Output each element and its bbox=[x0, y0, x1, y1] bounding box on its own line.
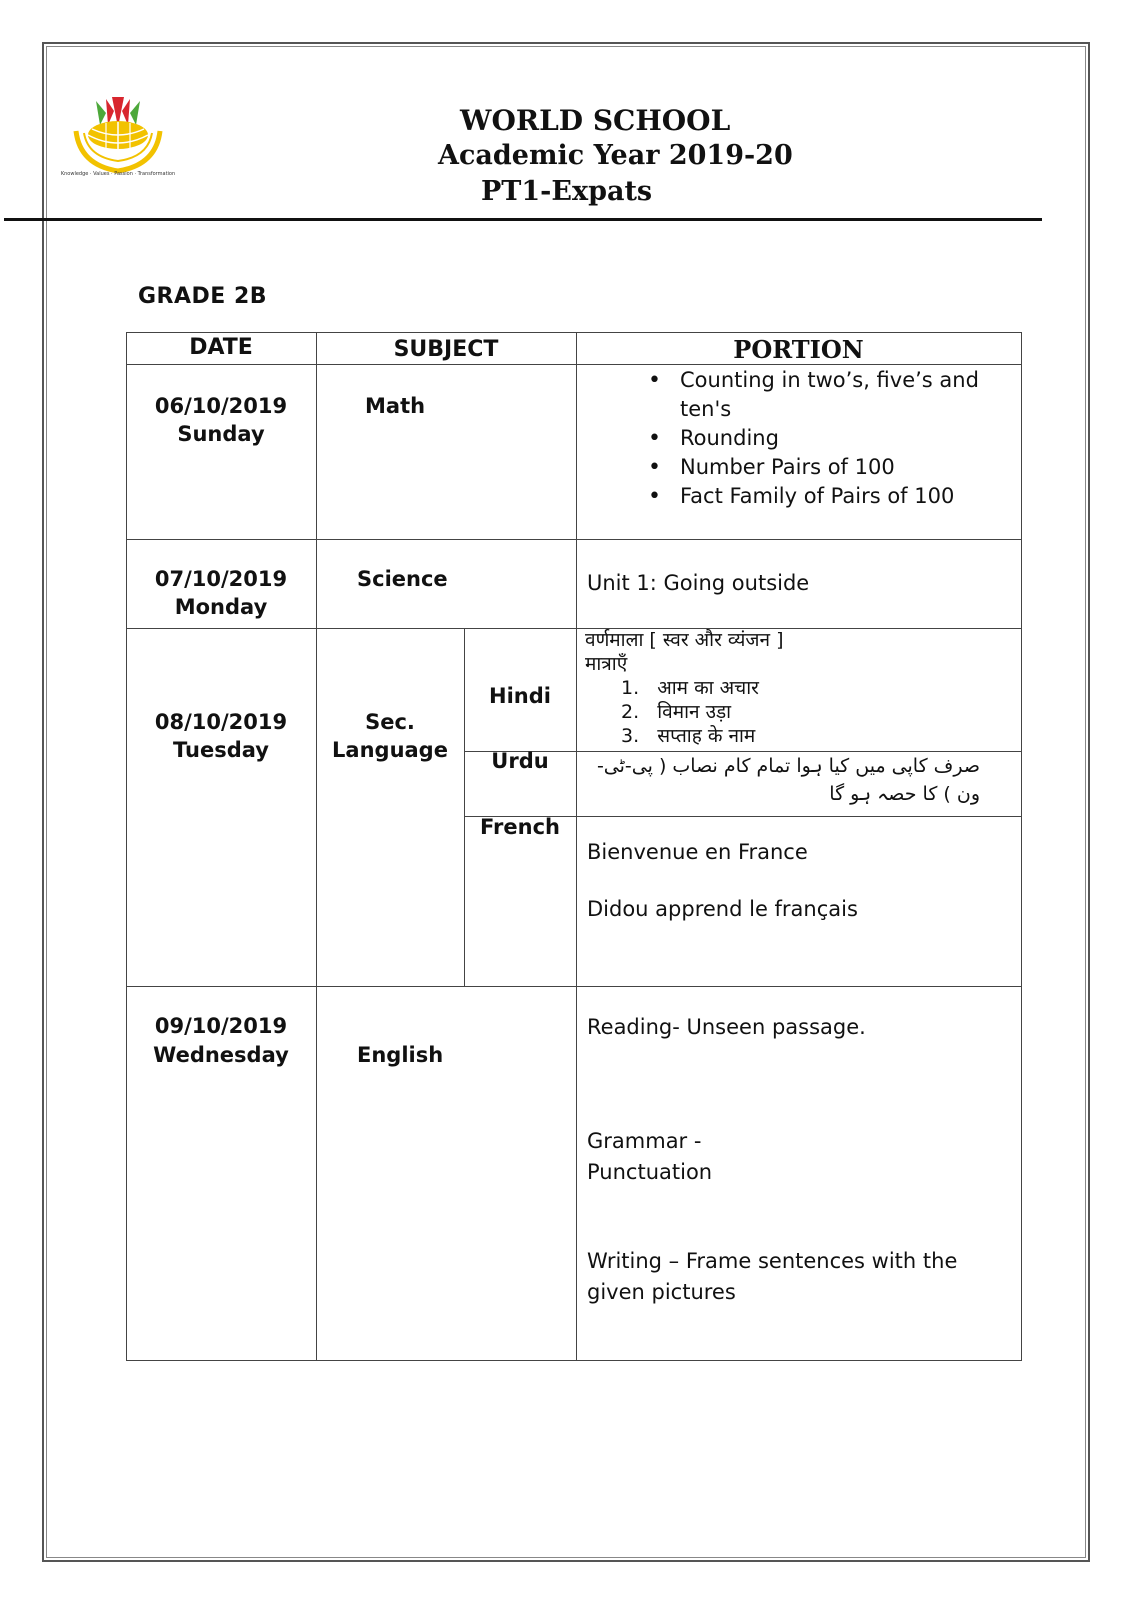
logo-ring-text: Knowledge · Values · Passion · Transformation bbox=[60, 171, 176, 177]
hindi-portion bbox=[585, 628, 1015, 748]
list-item: • Fact Family of Pairs of 100 bbox=[648, 482, 1018, 511]
header-subject: SUBJECT bbox=[393, 337, 499, 362]
row3-date: 08/10/2019 bbox=[154, 710, 288, 734]
list-item: • Counting in two’s, five’s and ten's bbox=[648, 366, 1018, 424]
french-label: French bbox=[480, 815, 560, 839]
row1-bottom-line bbox=[126, 539, 1021, 540]
globe-icon bbox=[88, 121, 148, 149]
col-date-line bbox=[316, 332, 317, 1361]
row2-date: 07/10/2019 bbox=[154, 567, 288, 591]
table-border-left bbox=[126, 332, 127, 1361]
table-border-bottom bbox=[126, 1360, 1021, 1361]
row3-subject-line2: Language bbox=[332, 738, 448, 762]
row3-bottom-line bbox=[126, 986, 1021, 987]
header-rule bbox=[4, 218, 1042, 221]
urdu-portion: صرف کاپی میں کیا ہوا تمام کام نصاب ( پی-ٹی- ون ) کا حصہ ہو گا bbox=[596, 755, 980, 805]
french-portion-line2: Didou apprend le français bbox=[587, 897, 858, 921]
grade-label: GRADE 2B bbox=[138, 284, 268, 309]
row4-writing: Writing – Frame sentences with the given pictures bbox=[587, 1249, 958, 1304]
row4-grammar-line1: Grammar - bbox=[587, 1129, 702, 1153]
academic-year: Academic Year 2019-20 bbox=[438, 140, 793, 171]
row4-day: Wednesday bbox=[153, 1043, 289, 1067]
hindi-item-text: विमान उड़ा bbox=[657, 701, 732, 723]
table-border-top bbox=[126, 332, 1021, 333]
hindi-item-text: सप्ताह के नाम bbox=[657, 725, 756, 747]
row4-grammar-line2: Punctuation bbox=[587, 1160, 713, 1184]
row4-subject: English bbox=[357, 1043, 444, 1067]
hindi-line2: मात्राएँ bbox=[585, 653, 628, 675]
list-item: • Number Pairs of 100 bbox=[648, 453, 1018, 482]
hindi-item-3: 3. सप्ताह के नाम bbox=[621, 725, 756, 747]
row1-portion-list bbox=[648, 366, 1018, 511]
col-subject-line bbox=[576, 332, 577, 1361]
hindi-line1: वर्णमाला [ स्वर और व्यंजन ] bbox=[585, 629, 784, 651]
row1-subject: Math bbox=[365, 394, 426, 418]
hindi-item-1: 1. आम का अचार bbox=[621, 677, 759, 699]
french-portion-line1: Bienvenue en France bbox=[587, 840, 808, 864]
school-logo bbox=[60, 95, 176, 177]
header-portion: PORTION bbox=[733, 335, 864, 364]
hindi-label: Hindi bbox=[489, 684, 551, 708]
table-border-right bbox=[1021, 332, 1022, 1361]
row1-date: 06/10/2019 bbox=[154, 394, 288, 418]
header-date: DATE bbox=[189, 335, 253, 360]
row3-day: Tuesday bbox=[173, 738, 269, 762]
row1-day: Sunday bbox=[177, 422, 265, 446]
hindi-item-text: आम का अचार bbox=[657, 677, 759, 699]
urdu-label: Urdu bbox=[491, 749, 549, 773]
row3-subject-line1: Sec. bbox=[365, 710, 415, 734]
hindi-item-2: 2. विमान उड़ा bbox=[621, 701, 732, 723]
row2-portion: Unit 1: Going outside bbox=[587, 571, 810, 595]
school-name: WORLD SCHOOL bbox=[460, 104, 731, 137]
exam-name: PT1-Expats bbox=[481, 176, 653, 207]
header-bottom-line bbox=[126, 364, 1021, 365]
row4-date: 09/10/2019 bbox=[154, 1014, 288, 1038]
row2-day: Monday bbox=[174, 595, 268, 619]
list-item: • Rounding bbox=[648, 424, 1018, 453]
row2-subject: Science bbox=[357, 567, 448, 591]
row4-reading: Reading- Unseen passage. bbox=[587, 1015, 866, 1039]
